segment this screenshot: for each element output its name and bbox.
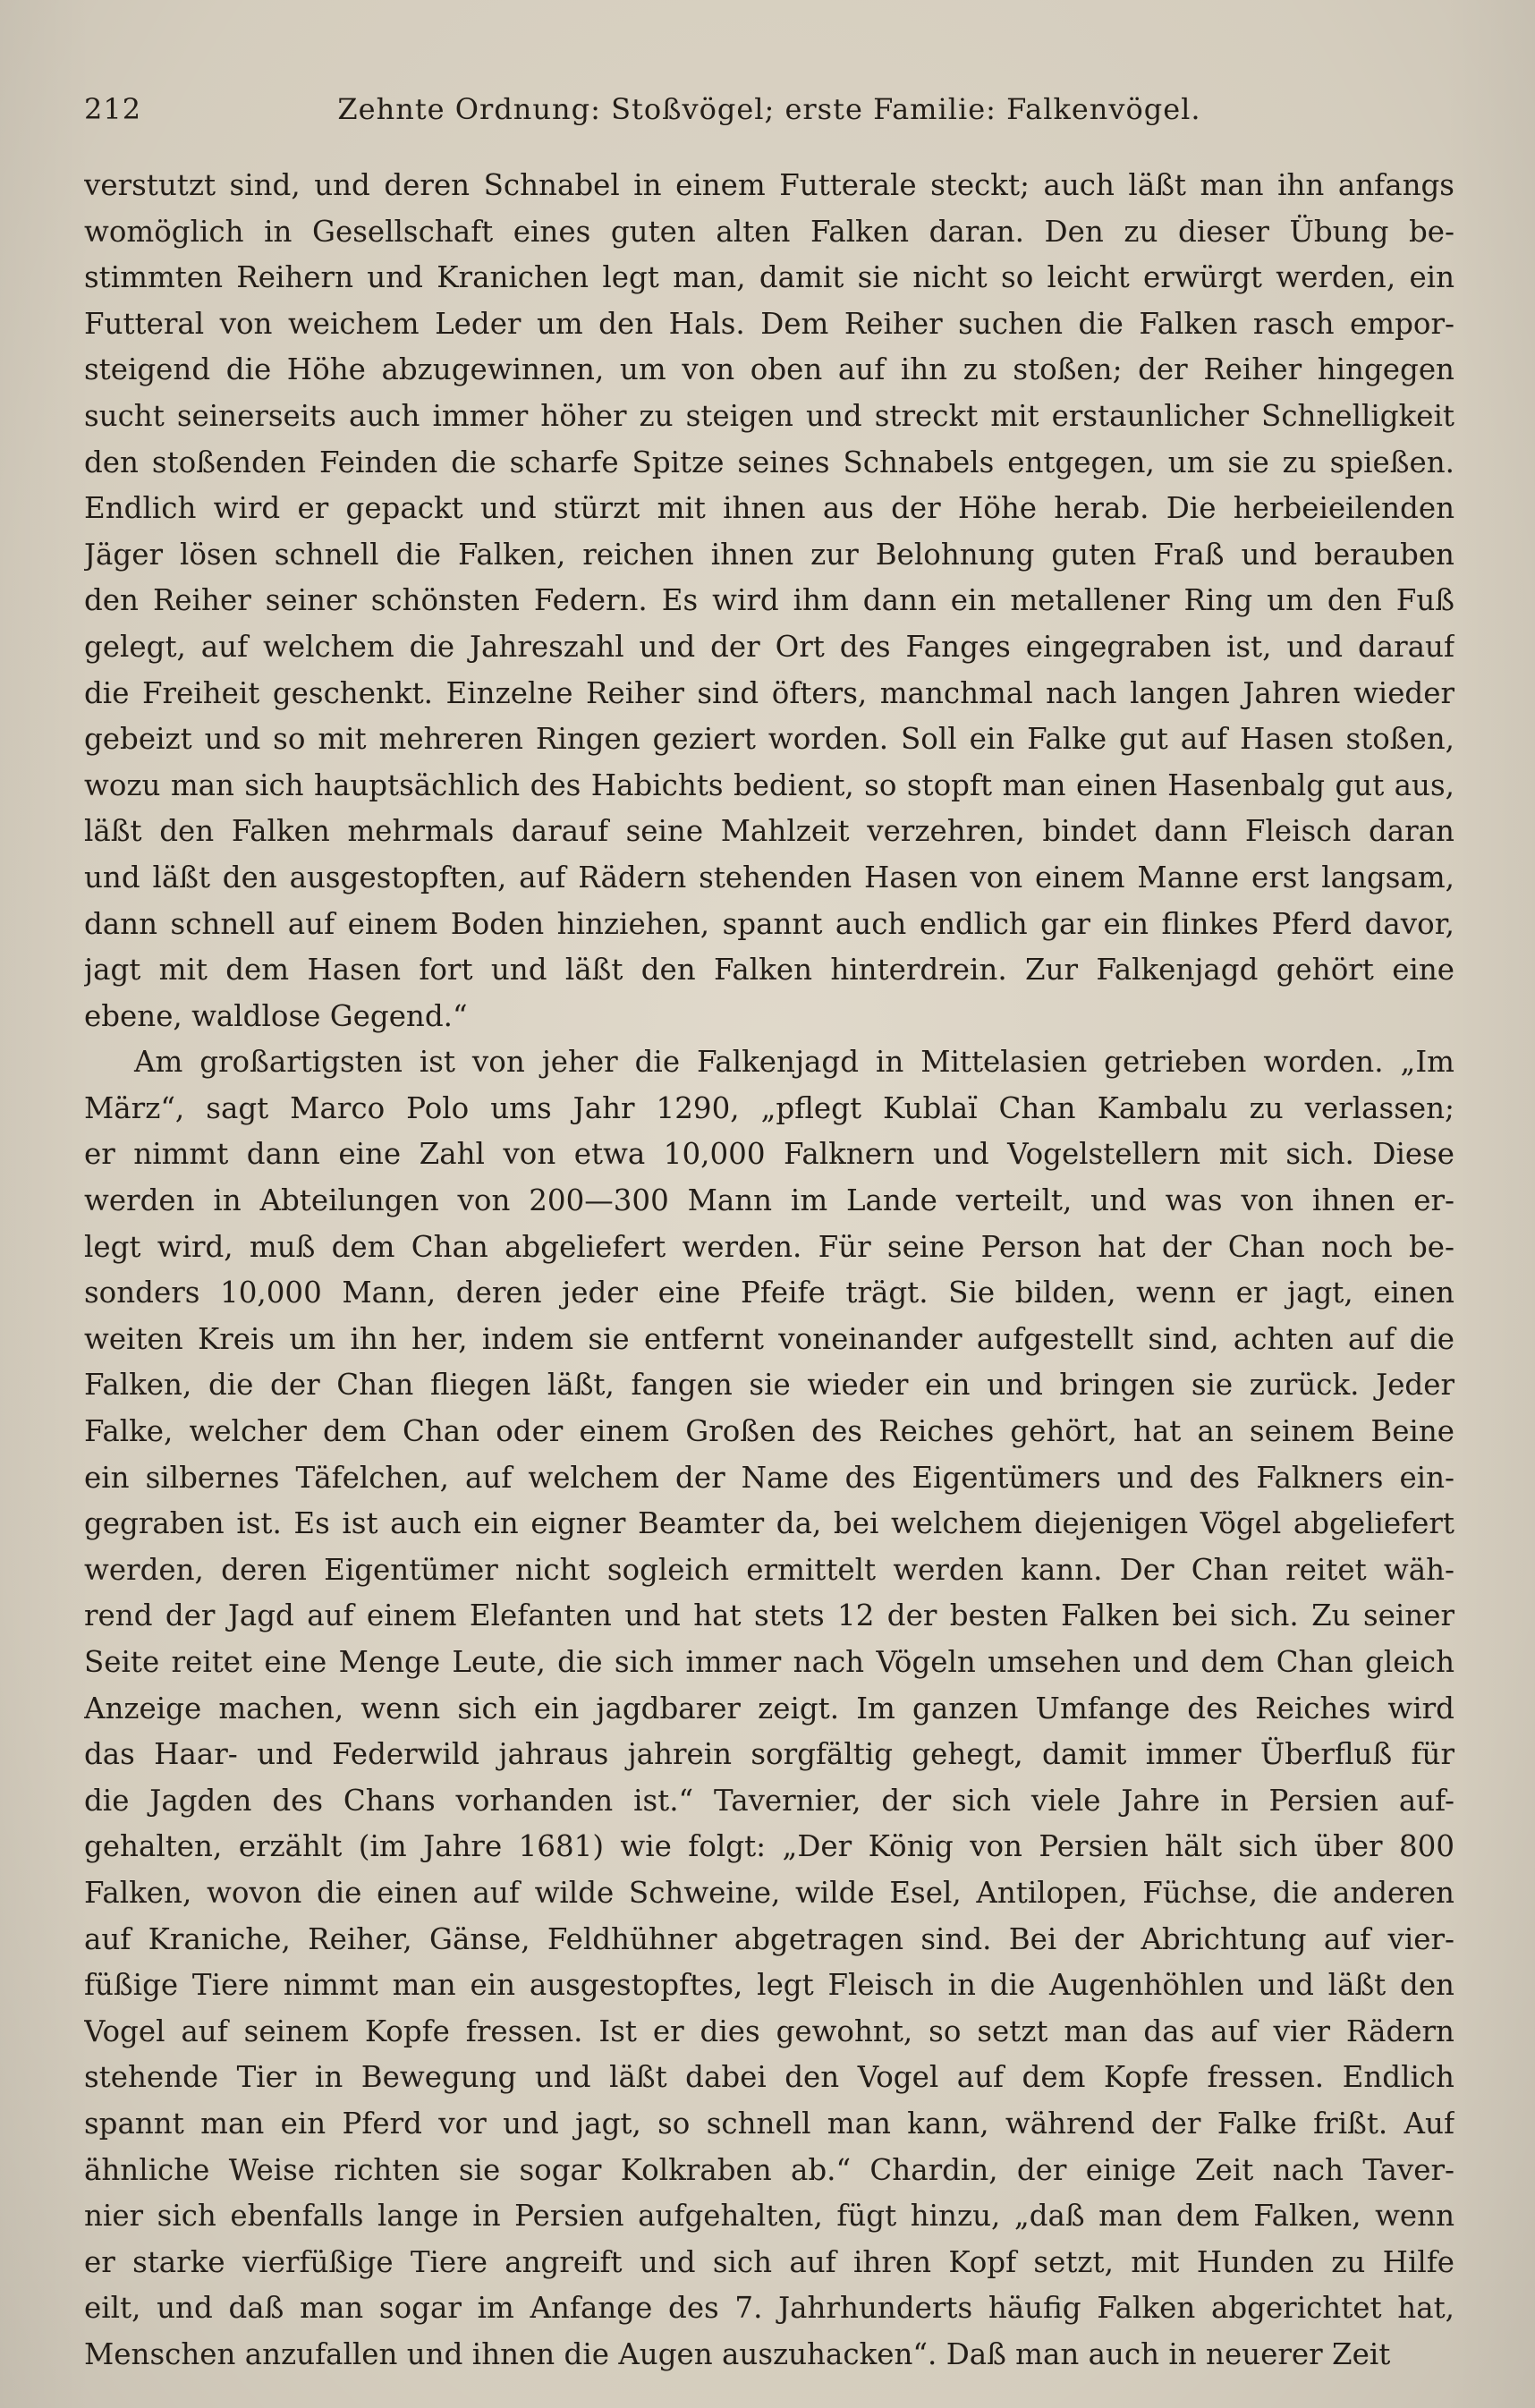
text-line: die Jagden des Chans vorhanden ist.“ Tavernier, der sich viele Jahre in Persien auf- xyxy=(84,1783,1454,1818)
text-line: März“, sagt Marco Polo ums Jahr 1290, „pflegt Kublaï Chan Kambalu zu verlassen; xyxy=(84,1090,1454,1125)
text-line: Am großartigsten ist von jeher die Falkenjagd in Mittelasien getrieben worden. „Im xyxy=(134,1045,1454,1080)
text-line: womöglich in Gesellschaft eines guten alten Falken daran. Den zu dieser Übung be- xyxy=(84,214,1454,249)
text-line: wozu man sich hauptsächlich des Habichts bedient, so stopft man einen Hasenbalg gut aus, xyxy=(84,767,1454,802)
text-line: er starke vierfüßige Tiere angreift und sich auf ihren Kopf setzt, mit Hunden zu Hilfe xyxy=(84,2244,1454,2279)
text-line: weiten Kreis um ihn her, indem sie entfernt voneinander aufgestellt sind, achten auf die xyxy=(84,1321,1454,1356)
text-line: jagt mit dem Hasen fort und läßt den Falken hinterdrein. Zur Falkenjagd gehört eine xyxy=(84,953,1454,988)
text-line: Vogel auf seinem Kopfe fressen. Ist er dies gewohnt, so setzt man das auf vier Rädern xyxy=(84,2014,1454,2048)
body-text xyxy=(84,163,1454,2378)
text-line: und läßt den ausgestopften, auf Rädern stehenden Hasen von einem Manne erst langsam, xyxy=(84,860,1454,895)
text-line: legt wird, muß dem Chan abgeliefert werden. Für seine Person hat der Chan noch be- xyxy=(84,1229,1454,1264)
text-line: Anzeige machen, wenn sich ein jagdbarer zeigt. Im ganzen Umfange des Reiches wird xyxy=(84,1691,1454,1725)
text-line: spannt man ein Pferd vor und jagt, so schnell man kann, während der Falke frißt. Auf xyxy=(84,2106,1454,2141)
text-line: läßt den Falken mehrmals darauf seine Mahlzeit verzehren, bindet dann Fleisch daran xyxy=(84,814,1454,849)
text-line: stehende Tier in Bewegung und läßt dabei den Vogel auf dem Kopfe fressen. Endlich xyxy=(84,2060,1454,2095)
text-line: füßige Tiere nimmt man ein ausgestopftes, legt Fleisch in die Augenhöhlen und läßt den xyxy=(84,1968,1454,2003)
text-line: stimmten Reihern und Kranichen legt man, damit sie nicht so leicht erwürgt werden, ein xyxy=(84,260,1454,295)
text-line: gebeizt und so mit mehreren Ringen geziert worden. Soll ein Falke gut auf Hasen stoßen, xyxy=(84,722,1454,757)
text-line: den Reiher seiner schönsten Federn. Es wird ihm dann ein metallener Ring um den Fuß xyxy=(84,583,1454,618)
text-line: ähnliche Weise richten sie sogar Kolkraben ab.“ Chardin, der einige Zeit nach Taver- xyxy=(84,2152,1454,2187)
text-line: werden, deren Eigentümer nicht sogleich ermittelt werden kann. Der Chan reitet wäh- xyxy=(84,1552,1454,1587)
text-line: steigend die Höhe abzugewinnen, um von oben auf ihn zu stoßen; der Reiher hingegen xyxy=(84,352,1454,387)
text-line: dann schnell auf einem Boden hinziehen, spannt auch endlich gar ein flinkes Pferd davor, xyxy=(84,906,1454,941)
text-line: Falke, welcher dem Chan oder einem Großen des Reiches gehört, hat an seinem Beine xyxy=(84,1414,1454,1449)
page-header xyxy=(84,88,1454,131)
text-line: auf Kraniche, Reiher, Gänse, Feldhühner abgetragen sind. Bei der Abrichtung auf vier- xyxy=(84,1921,1454,1956)
text-line: sonders 10,000 Mann, deren jeder eine Pfeife trägt. Sie bilden, wenn er jagt, einen xyxy=(84,1276,1454,1310)
text-line: Menschen anzufallen und ihnen die Augen auszuhacken“. Daß man auch in neuerer Zeit xyxy=(84,2336,1391,2371)
text-line: sucht seinerseits auch immer höher zu steigen und streckt mit erstaunlicher Schnelligkeit xyxy=(84,398,1454,433)
text-line: gelegt, auf welchem die Jahreszahl und der Ort des Fanges eingegraben ist, und darauf xyxy=(84,629,1454,664)
text-line: Endlich wird er gepackt und stürzt mit ihnen aus der Höhe herab. Die herbeieilenden xyxy=(84,491,1454,526)
page-number: 212 xyxy=(84,92,142,126)
text-line: gehalten, erzählt (im Jahre 1681) wie folgt: „Der König von Persien hält sich über 800 xyxy=(84,1829,1454,1864)
text-line: ein silbernes Täfelchen, auf welchem der Name des Eigentümers und des Falkners ein- xyxy=(84,1460,1454,1495)
text-line: Jäger lösen schnell die Falken, reichen ihnen zur Belohnung guten Fraß und berauben xyxy=(84,537,1454,572)
text-line: nier sich ebenfalls lange in Persien aufgehalten, fügt hinzu, „daß man dem Falken, wenn xyxy=(84,2199,1454,2234)
text-line: er nimmt dann eine Zahl von etwa 10,000 Falknern und Vogelstellern mit sich. Diese xyxy=(84,1137,1454,1172)
text-line: gegraben ist. Es ist auch ein eigner Beamter da, bei welchem diejenigen Vögel abgeliefert xyxy=(84,1506,1454,1541)
text-line: ebene, waldlose Gegend.“ xyxy=(84,998,468,1033)
text-line: Falken, wovon die einen auf wilde Schweine, wilde Esel, Antilopen, Füchse, die anderen xyxy=(84,1875,1454,1910)
text-line: die Freiheit geschenkt. Einzelne Reiher sind öfters, manchmal nach langen Jahren wieder xyxy=(84,675,1454,710)
text-line: verstutzt sind, und deren Schnabel in einem Futterale steckt; auch läßt man ihn anfangs xyxy=(84,168,1454,202)
text-line: rend der Jagd auf einem Elefanten und hat stets 12 der besten Falken bei sich. Zu seiner xyxy=(84,1598,1454,1633)
text-line: werden in Abteilungen von 200—300 Mann im Lande verteilt, und was von ihnen er- xyxy=(84,1183,1454,1218)
text-line: Falken, die der Chan fliegen läßt, fangen sie wieder ein und bringen sie zurück. Jeder xyxy=(84,1368,1454,1403)
running-head: Zehnte Ordnung: Stoßvögel; erste Familie: Falkenvögel. xyxy=(337,92,1201,126)
text-line: den stoßenden Feinden die scharfe Spitze seines Schnabels entgegen, um sie zu spießen. xyxy=(84,445,1454,479)
text-line: Seite reitet eine Menge Leute, die sich immer nach Vögeln umsehen und dem Chan gleich xyxy=(84,1645,1454,1679)
text-line: Futteral von weichem Leder um den Hals. Dem Reiher suchen die Falken rasch empor- xyxy=(84,306,1454,341)
paragraph xyxy=(84,163,1454,1039)
text-line: eilt, und daß man sogar im Anfange des 7. Jahrhunderts häufig Falken abgerichtet hat, xyxy=(84,2291,1454,2326)
paragraph xyxy=(84,1039,1454,2378)
text-line: das Haar- und Federwild jahraus jahrein sorgfältig gehegt, damit immer Überfluß für xyxy=(84,1737,1454,1772)
